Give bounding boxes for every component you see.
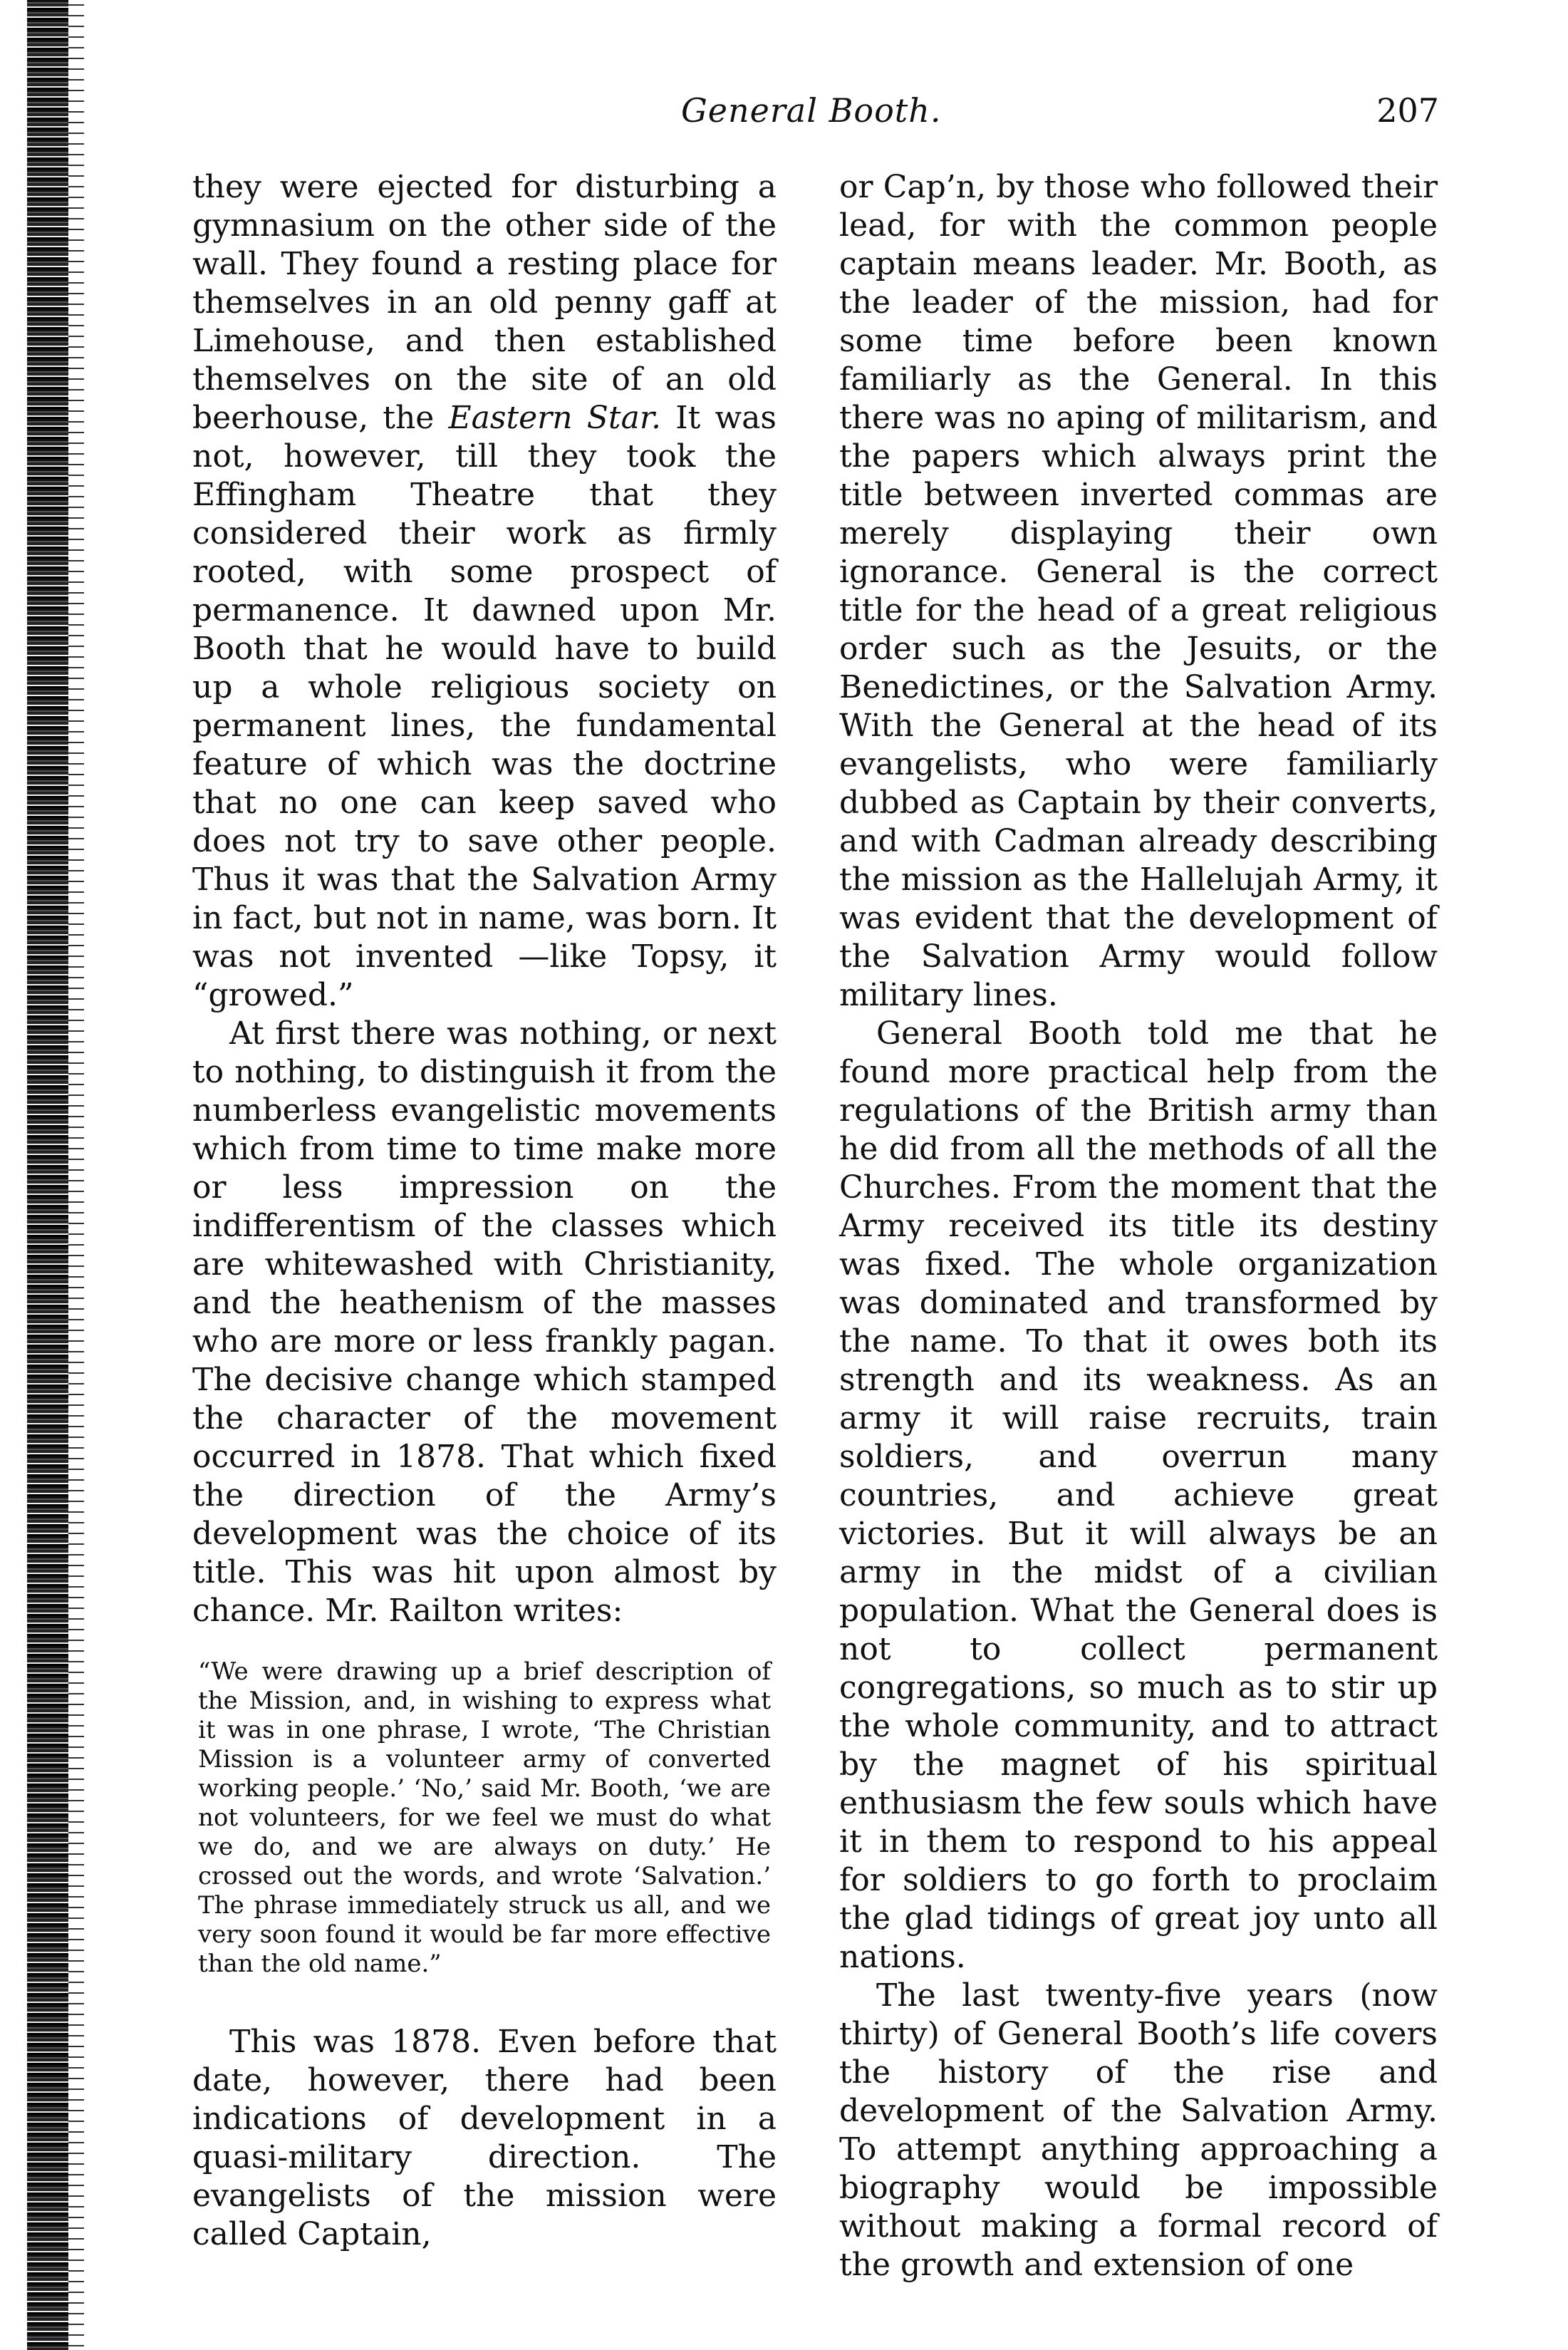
paragraph: This was 1878. Even before that date, however, there had been indications of development in a quasi-military direction. The evangelists of the mission were called Captain,	[192, 2024, 777, 2252]
book-spine-edge	[27, 0, 84, 2350]
paragraph-text: It was not, however, till they took the Effingham Theatre that they considered their work as firmly rooted, with some prospect of permanence. It dawned upon Mr. Booth that he would have to build up a whole religious society on permanent lines, the fundamental feature of which was the doctrine that no one can keep saved who does not try to save other people. Thus it was that the Salvation Army in fact, but not in name, was born. It was not invented —like Topsy, it “growed.”	[192, 400, 777, 1013]
italic-title: Eastern Star.	[448, 400, 662, 436]
paragraph-text: they were ejected for disturbing a gymnasium on the other side of the wall. They found a resting place for themselves in an old penny gaff at Limehouse, and then established themselves on the site of an old beerhouse, the	[192, 169, 777, 436]
block-quote: “We were drawing up a brief description of the Mission, and, in wishing to express what it was in one phrase, I wrote, ‘The Christian Mission is a volunteer army of converted working people.’ ‘No,’ said Mr. Booth, ‘we are not volunteers, for we feel we must do what we do, and we are always on duty.’ He crossed out the words, and wrote ‘Salvation.’ The phrase immediately struck us all, and we very soon found it would be far more effective than the old name.”	[198, 1657, 771, 1978]
right-column	[839, 168, 1438, 2284]
paragraph: General Booth told me that he found more practical help from the regulations of the British army than he did from all the methods of all the Churches. From the moment that the Army received its title its destiny was fixed. The whole organization was dominated and transformed by the name. To that it owes both its strength and its weakness. As an army it will raise recruits, train soldiers, and overrun many countries, and achieve great victories. But it will always be an army in the midst of a civilian population. What the General does is not to collect permanent congregations, so much as to stir up the whole community, and to attract by the magnet of his spiritual enthusiasm the few souls which have it in them to respond to his appeal for soldiers to go forth to proclaim the glad tidings of great joy unto all nations.	[839, 1015, 1438, 1975]
page-number: 207	[1376, 91, 1439, 130]
left-column	[192, 168, 777, 2254]
running-title: General Booth.	[681, 91, 942, 130]
paragraph: or Cap’n, by those who followed their lead, for with the common people captain means leader. Mr. Booth, as the leader of the mission, had for some time before been known familiarly as the General. In this there was no aping of militarism, and the papers which always print the title between inverted commas are merely displaying their own ignorance. General is the correct title for the head of a great religious order such as the Jesuits, or the Benedictines, or the Salvation Army. With the General at the head of its evangelists, who were familiarly dubbed as Captain by their converts, and with Cadman already describing the mission as the Hallelujah Army, it was evident that the development of the Salvation Army would follow military lines.	[839, 169, 1438, 1013]
paragraph	[192, 168, 777, 1015]
paragraph: The last twenty-five years (now thirty) of General Booth’s life covers the history of the rise and development of the Salvation Army. To attempt anything approaching a biography would be impossible without making a formal record of the growth and extension of one	[839, 1977, 1438, 2283]
page-header	[192, 91, 1439, 134]
paragraph: At first there was nothing, or next to nothing, to distinguish it from the numberless evangelistic movements which from time to time make more or less impression on the indifferentism of the classes which are whitewashed with Christianity, and the heathenism of the masses who are more or less frankly pagan. The decisive change which stamped the character of the movement occurred in 1878. That which fixed the direction of the Army’s development was the choice of its title. This was hit upon almost by chance. Mr. Railton writes:	[192, 1015, 777, 1629]
